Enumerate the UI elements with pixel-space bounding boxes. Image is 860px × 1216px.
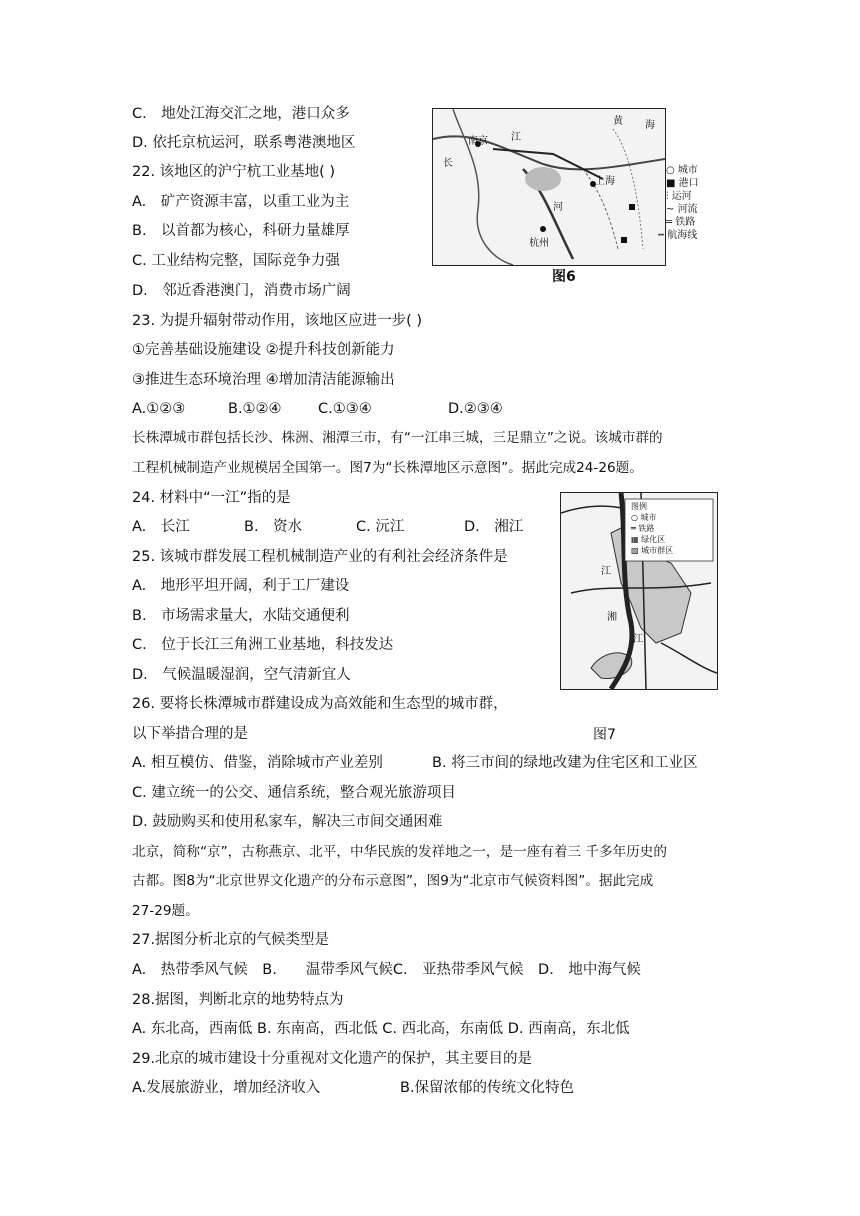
q25-option-a: A. 地形平坦开阔，利于工厂建设 bbox=[132, 578, 350, 594]
q24-stem: 24. 材料中“一江”指的是 bbox=[132, 490, 291, 506]
q22-option-a: A. 矿产资源丰富，以重工业为主 bbox=[132, 194, 350, 210]
figure-6-label-hai: 海 bbox=[645, 120, 655, 131]
q23-stem: 23. 为提升辐射带动作用，该地区应进一步( ) bbox=[132, 313, 423, 329]
legend-sea-route: 航海线 bbox=[667, 230, 698, 241]
q26-option-d: D. 鼓励购买和使用私家车，解决三市间交通困难 bbox=[132, 814, 443, 830]
fig7-legend-railway: 铁路 bbox=[638, 524, 655, 533]
legend-canal-icon: ⫶ bbox=[666, 191, 672, 202]
legend-railway-icon: ═ bbox=[666, 217, 676, 228]
figure-7-map bbox=[560, 492, 718, 690]
q23-option-d: D.②③④ bbox=[448, 401, 503, 417]
q22-option-c: C. 工业结构完整，国际竞争力强 bbox=[132, 253, 340, 269]
figure-7-legend bbox=[631, 501, 673, 556]
fig7-legend-urban: 城市群区 bbox=[641, 546, 674, 555]
legend-sea-route-icon: ┅ bbox=[658, 230, 668, 241]
figure-6-label-chang: 长 bbox=[443, 158, 453, 169]
q24-option-a: A. 长江 bbox=[132, 519, 190, 535]
q23-option-a: A.①②③ bbox=[132, 401, 186, 417]
legend-city-icon: ○ bbox=[666, 165, 678, 176]
legend-city: 城市 bbox=[677, 165, 698, 176]
legend-port-icon: ■ bbox=[666, 178, 679, 189]
q29-option-b: B.保留浓郁的传统文化特色 bbox=[400, 1080, 575, 1096]
figure-6-label-hangzhou: 杭州 bbox=[529, 238, 549, 249]
legend-railway: 铁路 bbox=[675, 217, 696, 228]
figure-6-caption: 图6 bbox=[552, 269, 576, 285]
q28-stem: 28.据图，判断北京的地势特点为 bbox=[132, 992, 344, 1008]
figure-6-label-shanghai: 上海 bbox=[595, 176, 615, 187]
legend-port: 港口 bbox=[678, 178, 699, 189]
q26-stem-line-2: 以下举措合理的是 bbox=[132, 726, 248, 742]
q28-options: A. 东北高，西南低 B. 东南高，西北低 C. 西北高，东南低 D. 西南高，东北低 bbox=[132, 1021, 630, 1037]
q26-option-b: B. 将三市间的绿地改建为住宅区和工业区 bbox=[432, 755, 698, 771]
q25-option-b: B. 市场需求量大，水陆交通便利 bbox=[132, 608, 350, 624]
legend-canal: 运河 bbox=[671, 191, 692, 202]
q27-options: A. 热带季风气候 B. 温带季风气候C. 亚热带季风气候 D. 地中海气候 bbox=[132, 962, 641, 978]
figure-7-label-jiang-2: 江 bbox=[633, 634, 643, 645]
q24-option-b: B. 资水 bbox=[244, 519, 303, 535]
q21-option-d: D. 依托京杭运河，联系粤港澳地区 bbox=[132, 135, 356, 151]
q24-option-c: C. 沅江 bbox=[356, 519, 405, 535]
fig7-legend-green: 绿化区 bbox=[641, 535, 666, 544]
passage-changzhutan-line-1: 长株潭城市群包括长沙、株洲、湘潭三市，有“一江串三城，三足鼎立”之说。该城市群的 bbox=[132, 430, 663, 446]
passage-beijing-line-2: 古都。图8为“北京世界文化遗产的分布示意图”，图9为“北京市气候资料图”。据此完成 bbox=[132, 873, 654, 889]
q26-stem-line-1: 26. 要将长株潭城市群建设成为高效能和生态型的城市群， bbox=[132, 696, 508, 712]
legend-river-icon: ~ bbox=[666, 204, 678, 215]
q23-statements-2: ③推进生态环境治理 ④增加清洁能源输出 bbox=[132, 372, 395, 388]
q23-option-b: B.①②④ bbox=[228, 401, 282, 417]
figure-7-caption: 图7 bbox=[593, 727, 616, 743]
passage-changzhutan-line-2: 工程机械制造产业规模居全国第一。图7为“长株潭地区示意图”。据此完成24-26题。 bbox=[132, 460, 643, 476]
q22-option-b: B. 以首都为核心，科研力量雄厚 bbox=[132, 223, 350, 239]
figure-6-map-drawing bbox=[433, 109, 668, 265]
q22-stem: 22. 该地区的沪宁杭工业基地( ) bbox=[132, 164, 336, 180]
figure-6-map bbox=[432, 108, 666, 266]
fig7-legend-city: 城市 bbox=[640, 513, 657, 522]
legend-river: 河流 bbox=[677, 204, 698, 215]
q29-stem: 29.北京的城市建设十分重视对文化遗产的保护，其主要目的是 bbox=[132, 1051, 533, 1067]
passage-beijing-line-1: 北京，简称“京”，古称燕京、北平，中华民族的发祥地之一，是一座有着三 千多年历史的 bbox=[132, 844, 667, 860]
q22-option-d: D. 邻近香港澳门，消费市场广阔 bbox=[132, 283, 351, 299]
q26-option-c: C. 建立统一的公交、通信系统，整合观光旅游项目 bbox=[132, 785, 456, 801]
q24-option-d: D. 湘江 bbox=[464, 519, 524, 535]
figure-6-legend bbox=[658, 164, 726, 242]
fig7-legend-green-icon: ▦ bbox=[631, 535, 642, 544]
q23-option-c: C.①③④ bbox=[318, 401, 372, 417]
figure-6-label-nanjing: 南京 bbox=[468, 136, 488, 147]
figure-7-label-xiang: 湘 bbox=[607, 612, 617, 623]
figure-7-legend-title: 图例 bbox=[631, 502, 647, 511]
q23-statements-1: ①完善基础设施建设 ②提升科技创新能力 bbox=[132, 342, 395, 358]
q25-stem: 25. 该城市群发展工程机械制造产业的有利社会经济条件是 bbox=[132, 549, 508, 565]
figure-7-label-jiang-1: 江 bbox=[601, 566, 611, 577]
q25-option-d: D. 气候温暖湿润，空气清新宜人 bbox=[132, 667, 351, 683]
q25-option-c: C. 位于长江三角洲工业基地，科技发达 bbox=[132, 637, 394, 653]
figure-6-label-he: 河 bbox=[553, 202, 563, 213]
q21-option-c: C. 地处江海交汇之地，港口众多 bbox=[132, 106, 350, 122]
figure-6-label-huang: 黄 bbox=[613, 116, 623, 127]
passage-beijing-line-3: 27-29题。 bbox=[132, 903, 199, 919]
figure-6-label-jiang: 江 bbox=[511, 132, 521, 143]
q27-stem: 27.据图分析北京的气候类型是 bbox=[132, 932, 330, 948]
q29-option-a: A.发展旅游业，增加经济收入 bbox=[132, 1080, 321, 1096]
fig7-legend-city-icon: ○ bbox=[631, 513, 641, 522]
fig7-legend-urban-icon: ▨ bbox=[631, 546, 642, 555]
q26-option-a: A. 相互模仿、借鉴，消除城市产业差别 bbox=[132, 755, 383, 771]
fig7-legend-railway-icon: ═ bbox=[631, 524, 639, 533]
